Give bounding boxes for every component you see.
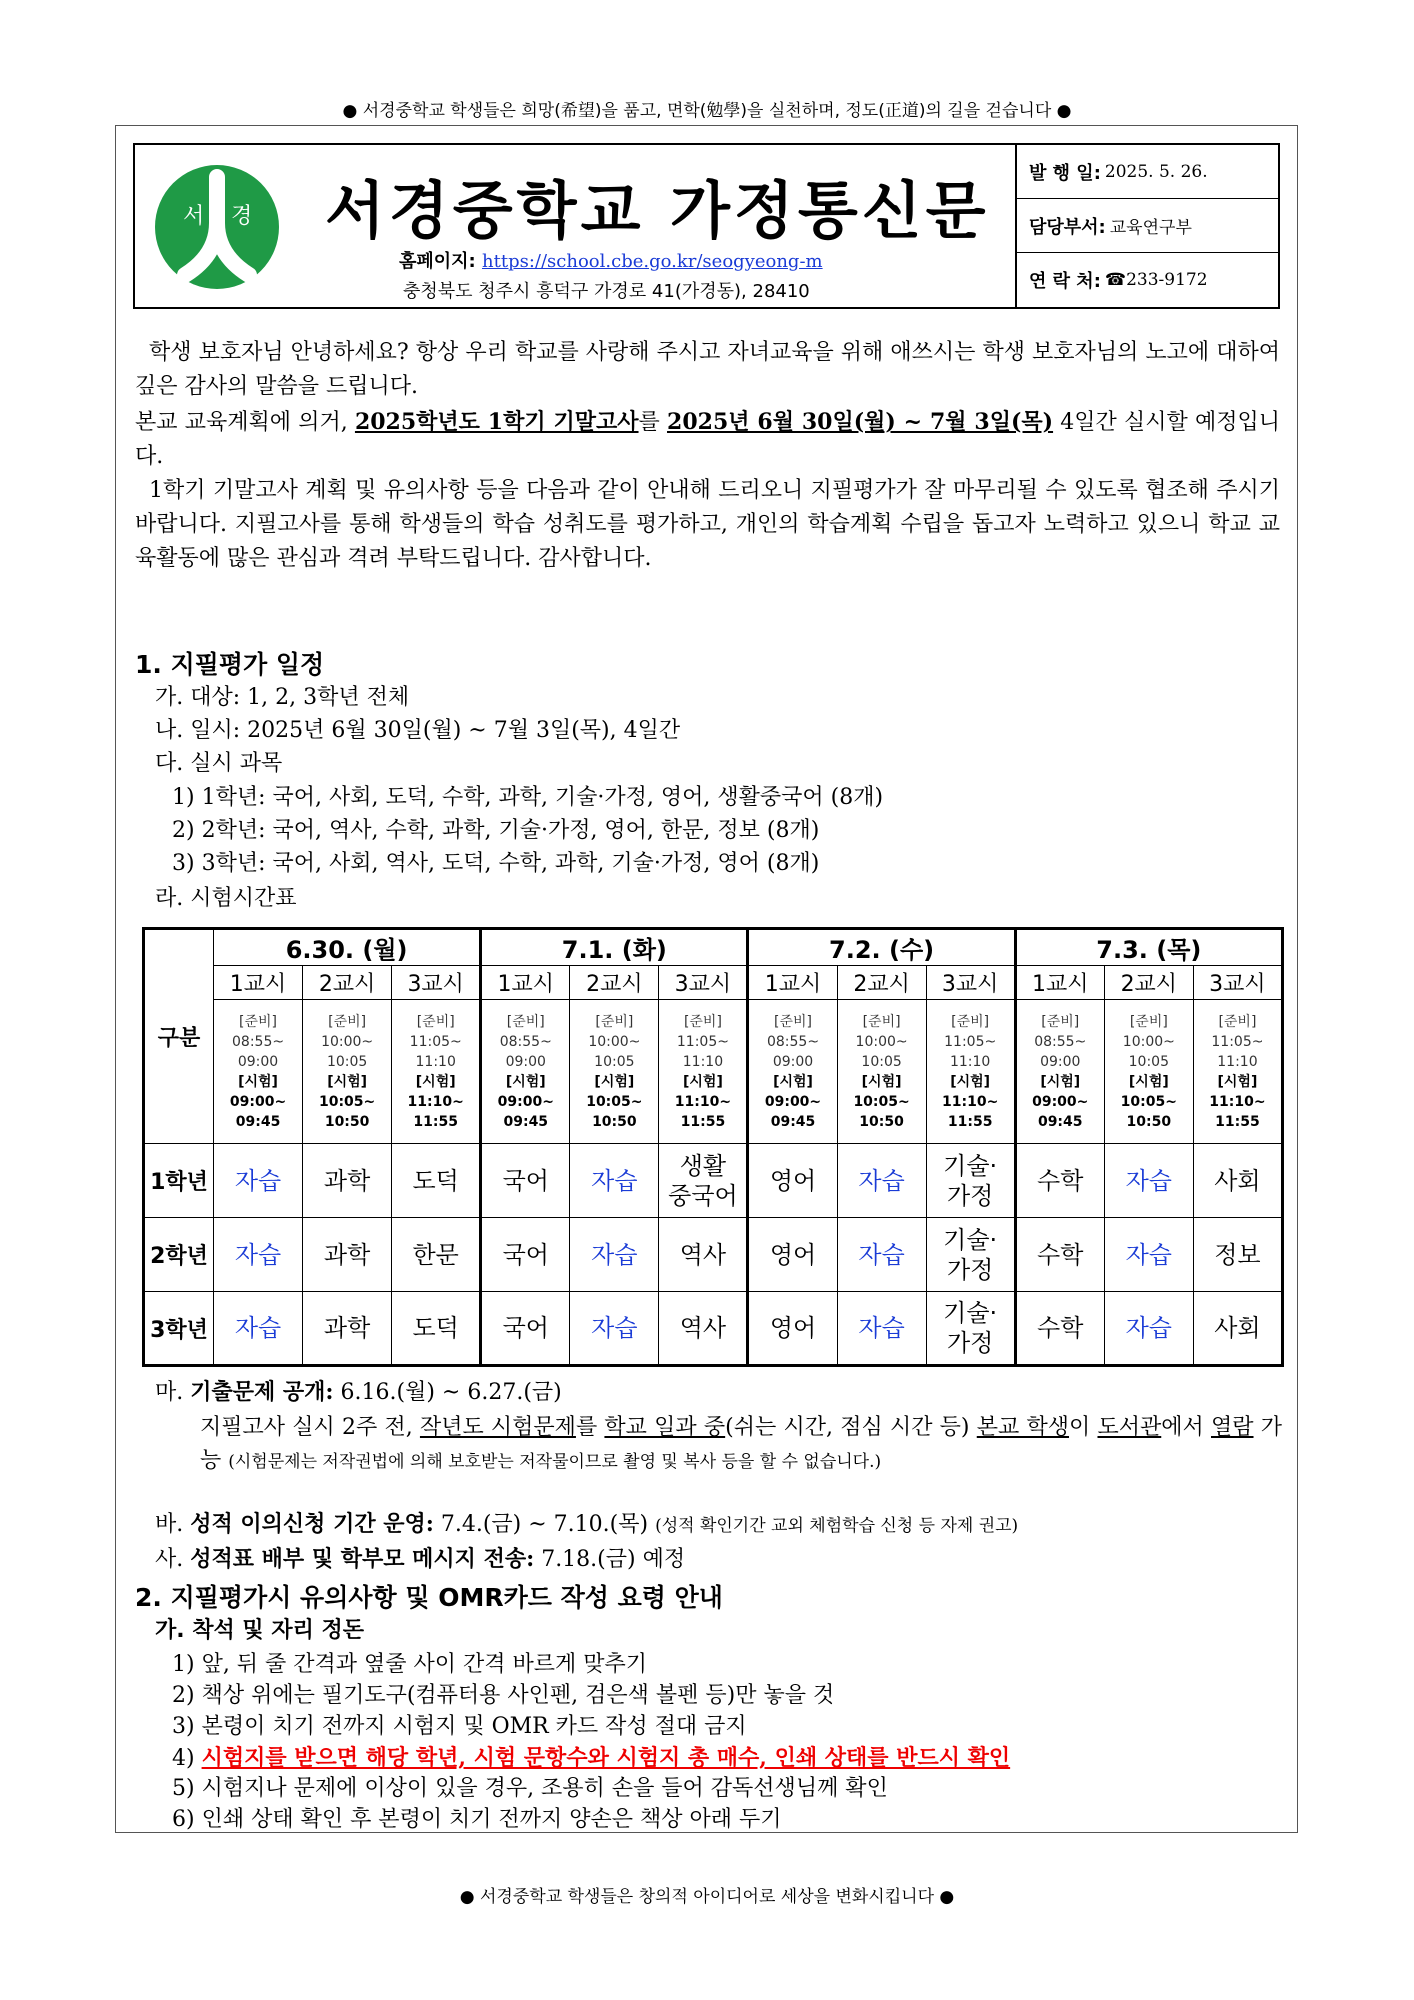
exam-label: [시험] bbox=[950, 1073, 991, 1090]
sec2-item-6: 6) 인쇄 상태 확인 후 본령이 치기 전까지 양손은 책상 아래 두기 bbox=[172, 1807, 782, 1832]
ma-label: 마. bbox=[155, 1380, 191, 1405]
exam-label: [시험] bbox=[327, 1073, 368, 1090]
exam-time: 11:10~ 11:55 bbox=[942, 1093, 999, 1130]
logo-char-left: 서 bbox=[183, 204, 205, 229]
exam-time: 09:00~ 09:45 bbox=[497, 1093, 554, 1130]
period-time-cell bbox=[392, 1000, 481, 1144]
period-time-cell bbox=[926, 1000, 1015, 1144]
issue-date-label: 발 행 일: bbox=[1029, 162, 1101, 184]
subject-cell: 도덕 bbox=[392, 1292, 481, 1366]
period-time-cell bbox=[303, 1000, 392, 1144]
subject-cell: 국어 bbox=[481, 1144, 570, 1218]
subject-cell: 수학 bbox=[1015, 1292, 1104, 1366]
newsletter-header bbox=[133, 143, 1280, 309]
homepage-line bbox=[399, 247, 823, 273]
period-header: 2교시 bbox=[303, 966, 392, 1000]
period-time-cell bbox=[837, 1000, 926, 1144]
ma-d3: 를 bbox=[575, 1415, 605, 1440]
period-header: 3교시 bbox=[926, 966, 1015, 1000]
subject-cell: 국어 bbox=[481, 1292, 570, 1366]
subject-cell: 영어 bbox=[748, 1144, 837, 1218]
ba-bold: 성적 이의신청 기간 운영: bbox=[190, 1511, 434, 1537]
sec2-item-4 bbox=[172, 1743, 1010, 1774]
motto-top: ● 서경중학교 학생들은 희망(希望)을 품고, 면학(勉學)을 실천하며, 정도(正道)의 길을 걷습니다 ● bbox=[342, 101, 1072, 121]
subject-cell: 기술· 가정 bbox=[926, 1292, 1015, 1366]
self-study-cell: 자습 bbox=[1104, 1144, 1193, 1218]
self-study-cell: 자습 bbox=[837, 1144, 926, 1218]
self-study-cell: 자습 bbox=[570, 1292, 659, 1366]
period-time-cell bbox=[1104, 1000, 1193, 1144]
day-header: 7.3. (목) bbox=[1015, 929, 1282, 966]
sec1-subjects-heading: 다. 실시 과목 bbox=[155, 751, 283, 776]
prep-label: [준비] bbox=[1218, 1013, 1257, 1030]
subject-cell: 과학 bbox=[303, 1218, 392, 1292]
ma-d11: 가능 bbox=[200, 1415, 1282, 1473]
subject-cell: 수학 bbox=[1015, 1144, 1104, 1218]
page-title: 서경중학교 가정통신문 bbox=[325, 174, 990, 247]
exam-label: [시험] bbox=[1040, 1073, 1081, 1090]
prep-time: 08:55~ 09:00 bbox=[1034, 1033, 1087, 1070]
grade-label: 3학년 bbox=[144, 1292, 214, 1366]
subject-cell: 과학 bbox=[303, 1144, 392, 1218]
exam-label: [시험] bbox=[861, 1073, 902, 1090]
period-header: 3교시 bbox=[659, 966, 748, 1000]
subject-cell: 역사 bbox=[659, 1292, 748, 1366]
ma-d9: 에서 bbox=[1161, 1415, 1211, 1440]
school-logo-icon bbox=[153, 163, 281, 291]
day-header: 6.30. (월) bbox=[214, 929, 481, 966]
period-time-cell bbox=[481, 1000, 570, 1144]
sec1-ba bbox=[155, 1509, 1018, 1541]
timetable-period-row bbox=[144, 966, 1283, 1000]
sec2-item-1: 1) 앞, 뒤 줄 간격과 옆줄 사이 간격 바르게 맞추기 bbox=[172, 1652, 648, 1677]
prep-label: [준비] bbox=[951, 1013, 990, 1030]
prep-time: 11:05~ 11:10 bbox=[676, 1033, 729, 1070]
prep-label: [준비] bbox=[774, 1013, 812, 1030]
department-value: 교육연구부 bbox=[1109, 218, 1192, 238]
subject-cell: 사회 bbox=[1193, 1292, 1282, 1366]
exam-time: 09:00~ 09:45 bbox=[764, 1093, 822, 1130]
exam-dates: 2025년 6월 30일(월) ~ 7월 3일(목) bbox=[667, 409, 1054, 435]
period-time-cell bbox=[748, 1000, 837, 1144]
issue-date-row bbox=[1017, 145, 1280, 199]
subject-cell: 역사 bbox=[659, 1218, 748, 1292]
sec2-seating-heading: 가. 착석 및 자리 정돈 bbox=[155, 1618, 365, 1643]
grade3-subjects: 3) 3학년: 국어, 사회, 역사, 도덕, 수학, 과학, 기술·가정, 영어 (8개) bbox=[172, 851, 820, 876]
ma-d8: 도서관 bbox=[1097, 1415, 1162, 1440]
motto-bottom: ● 서경중학교 학생들은 창의적 아이디어로 세상을 변화시킵니다 ● bbox=[459, 1887, 955, 1907]
section-1-title: 1. 지필평가 일정 bbox=[135, 650, 325, 679]
period-header: 1교시 bbox=[481, 966, 570, 1000]
period-time-cell bbox=[570, 1000, 659, 1144]
sec2-item-3: 3) 본령이 치기 전까지 시험지 및 OMR 카드 작성 절대 금지 bbox=[172, 1714, 747, 1739]
day-header: 7.2. (수) bbox=[748, 929, 1015, 966]
exam-time: 10:05~ 10:50 bbox=[1120, 1093, 1177, 1130]
department-label: 담당부서: bbox=[1029, 216, 1106, 238]
subject-cell: 도덕 bbox=[392, 1144, 481, 1218]
subject-cell: 영어 bbox=[748, 1218, 837, 1292]
period-header: 1교시 bbox=[214, 966, 303, 1000]
exam-label: [시험] bbox=[594, 1073, 635, 1090]
row-header: 구분 bbox=[144, 929, 214, 1144]
department-row bbox=[1017, 199, 1280, 253]
contact-label: 연 락 처: bbox=[1029, 271, 1101, 292]
prep-time: 11:05~ 11:10 bbox=[409, 1033, 462, 1070]
prep-time: 10:00~ 10:05 bbox=[1122, 1033, 1175, 1070]
period-header: 3교시 bbox=[1193, 966, 1282, 1000]
period-header: 1교시 bbox=[748, 966, 837, 1000]
self-study-cell: 자습 bbox=[214, 1292, 303, 1366]
prep-time: 11:05~ 11:10 bbox=[1211, 1033, 1264, 1070]
intro-paragraph-1: 학생 보호자님 안녕하세요? 항상 우리 학교를 사랑해 주시고 자녀교육을 위해 애쓰시는 학생 보호자님의 노고에 대하여 깊은 감사의 말씀을 드립니다. bbox=[135, 340, 1280, 399]
exam-label: [시험] bbox=[505, 1073, 546, 1090]
self-study-cell: 자습 bbox=[570, 1144, 659, 1218]
period-header: 2교시 bbox=[1104, 966, 1193, 1000]
intro-paragraph-2 bbox=[135, 405, 1280, 474]
grade-label: 2학년 bbox=[144, 1218, 214, 1292]
intro-p2-c: 를 bbox=[638, 410, 668, 435]
subject-cell: 한문 bbox=[392, 1218, 481, 1292]
school-address: 충청북도 청주시 흥덕구 가경로 41(가경동), 28410 bbox=[403, 281, 810, 302]
subject-cell: 영어 bbox=[748, 1292, 837, 1366]
prep-label: [준비] bbox=[1129, 1013, 1168, 1030]
period-header: 2교시 bbox=[570, 966, 659, 1000]
sec1-sa bbox=[155, 1544, 685, 1575]
grade-row bbox=[144, 1292, 1283, 1366]
period-time-cell bbox=[659, 1000, 748, 1144]
self-study-cell: 자습 bbox=[837, 1292, 926, 1366]
ma-d10: 열람 bbox=[1211, 1415, 1254, 1440]
subject-cell: 정보 bbox=[1193, 1218, 1282, 1292]
period-time-cell bbox=[1193, 1000, 1282, 1144]
prep-label: [준비] bbox=[1041, 1013, 1080, 1030]
exam-time: 10:05~ 10:50 bbox=[853, 1093, 910, 1130]
exam-label: [시험] bbox=[238, 1073, 278, 1090]
self-study-cell: 자습 bbox=[1104, 1292, 1193, 1366]
sec2-item-2: 2) 책상 위에는 필기도구(컴퓨터용 사인펜, 검은색 볼펜 등)만 놓을 것 bbox=[172, 1683, 835, 1708]
ma-d5: (쉬는 시간, 점심 시간 등) bbox=[725, 1415, 977, 1440]
sa-rest: 7.18.(금) 예정 bbox=[534, 1547, 686, 1572]
exam-label: [시험] bbox=[683, 1073, 723, 1090]
grade1-subjects: 1) 1학년: 국어, 사회, 도덕, 수학, 과학, 기술·가정, 영어, 생활중국어 (8개) bbox=[172, 785, 884, 810]
grade2-subjects: 2) 2학년: 국어, 역사, 수학, 과학, 기술·가정, 영어, 한문, 정보 (8개) bbox=[172, 818, 820, 843]
prep-label: [준비] bbox=[683, 1013, 722, 1030]
prep-time: 10:00~ 10:05 bbox=[321, 1033, 374, 1070]
sa-bold: 성적표 배부 및 학부모 메시지 전송: bbox=[190, 1546, 535, 1572]
self-study-cell: 자습 bbox=[837, 1218, 926, 1292]
exam-label: [시험] bbox=[415, 1073, 456, 1090]
self-study-cell: 자습 bbox=[214, 1144, 303, 1218]
prep-label: [준비] bbox=[416, 1013, 455, 1030]
prep-time: 11:05~ 11:10 bbox=[944, 1033, 997, 1070]
prep-label: [준비] bbox=[862, 1013, 901, 1030]
grade-row bbox=[144, 1144, 1283, 1218]
ma-detail bbox=[200, 1411, 1282, 1479]
exam-label: [시험] bbox=[773, 1073, 813, 1090]
exam-time: 09:00~ 09:45 bbox=[229, 1093, 287, 1130]
day-header: 7.1. (화) bbox=[481, 929, 748, 966]
subject-cell: 사회 bbox=[1193, 1144, 1282, 1218]
prep-label: [준비] bbox=[595, 1013, 634, 1030]
grade-row bbox=[144, 1218, 1283, 1292]
prep-time: 08:55~ 09:00 bbox=[232, 1033, 285, 1070]
sec1-target: 가. 대상: 1, 2, 3학년 전체 bbox=[155, 685, 410, 710]
prep-time: 10:00~ 10:05 bbox=[588, 1033, 641, 1070]
logo-char-right: 경 bbox=[231, 204, 253, 229]
ma-bold: 기출문제 공개: bbox=[190, 1379, 334, 1405]
ba-label: 바. bbox=[155, 1512, 191, 1537]
sec1-date: 나. 일시: 2025년 6월 30일(월) ~ 7월 3일(목), 4일간 bbox=[155, 718, 681, 743]
subject-cell: 과학 bbox=[303, 1292, 392, 1366]
intro-p2-a: 본교 교육계획에 의거, bbox=[135, 410, 355, 435]
sec2-item-4-num: 4) bbox=[172, 1746, 202, 1771]
sec2-item-5: 5) 시험지나 문제에 이상이 있을 경우, 조용히 손을 들어 감독선생님께 확인 bbox=[172, 1776, 888, 1801]
exam-time: 09:00~ 09:45 bbox=[1032, 1093, 1089, 1130]
self-study-cell: 자습 bbox=[214, 1218, 303, 1292]
period-header: 3교시 bbox=[392, 966, 481, 1000]
exam-time: 11:10~ 11:55 bbox=[1209, 1093, 1266, 1130]
section-2-title: 2. 지필평가시 유의사항 및 OMR카드 작성 요령 안내 bbox=[135, 1583, 723, 1612]
prep-label: [준비] bbox=[506, 1013, 545, 1030]
period-header: 1교시 bbox=[1015, 966, 1104, 1000]
ma-d1: 지필고사 실시 2주 전, bbox=[200, 1415, 420, 1440]
subject-cell: 생활 중국어 bbox=[659, 1144, 748, 1218]
sec2-item-4-text: 시험지를 받으면 해당 학년, 시험 문항수와 시험지 총 매수, 인쇄 상태를 반드시 확인 bbox=[201, 1745, 1011, 1771]
issue-date-value: 2025. 5. 26. bbox=[1104, 161, 1208, 182]
homepage-label: 홈페이지: bbox=[399, 251, 483, 272]
ma-note: (시험문제는 저작권법에 의해 보호받는 저작물이므로 촬영 및 복사 등을 할 수 없습니다.) bbox=[228, 1452, 882, 1472]
homepage-link[interactable]: https://school.cbe.go.kr/seogyeong-m bbox=[482, 251, 823, 272]
grade-label: 1학년 bbox=[144, 1144, 214, 1218]
prep-label: [준비] bbox=[328, 1013, 367, 1030]
exam-timetable bbox=[142, 927, 1284, 1367]
contact-value: ☎233-9172 bbox=[1104, 270, 1208, 290]
intro-paragraph-3: 1학기 기말고사 계획 및 유의사항 등을 다음과 같이 안내해 드리오니 지필평가가 잘 마무리될 수 있도록 협조해 주시기 바랍니다. 지필고사를 통해 학생들의 학습 성취도를 평가하고, 개인의 학습계획 수립을 돕고자 노력하고 있으니 학교 교육활동에 많은 관심과 격려 부탁드립니다. 감사합니다. bbox=[135, 478, 1280, 571]
subject-cell: 기술· 가정 bbox=[926, 1144, 1015, 1218]
prep-time: 08:55~ 09:00 bbox=[499, 1033, 552, 1070]
ba-rest: 7.4.(금) ~ 7.10.(목) bbox=[433, 1512, 656, 1537]
ma-d2: 작년도 시험문제 bbox=[419, 1415, 576, 1440]
exam-time: 11:10~ 11:55 bbox=[674, 1093, 732, 1130]
exam-label: [시험] bbox=[1128, 1073, 1169, 1090]
sec1-ma bbox=[155, 1377, 562, 1408]
ma-d6: 본교 학생 bbox=[976, 1415, 1069, 1440]
timetable-day-row bbox=[144, 929, 1283, 966]
exam-time: 10:05~ 10:50 bbox=[318, 1093, 376, 1130]
prep-time: 10:00~ 10:05 bbox=[855, 1033, 908, 1070]
header-info-box bbox=[1015, 145, 1280, 307]
period-time-cell bbox=[214, 1000, 303, 1144]
prep-label: [준비] bbox=[239, 1013, 278, 1030]
exam-time: 11:10~ 11:55 bbox=[407, 1093, 464, 1130]
self-study-cell: 자습 bbox=[570, 1218, 659, 1292]
ba-note: (성적 확인기간 교외 체험학습 신청 등 자제 권고) bbox=[655, 1516, 1019, 1536]
exam-time: 10:05~ 10:50 bbox=[586, 1093, 643, 1130]
ma-rest: 6.16.(월) ~ 6.27.(금) bbox=[333, 1380, 562, 1405]
exam-name: 2025학년도 1학기 기말고사 bbox=[354, 409, 639, 435]
period-header: 2교시 bbox=[837, 966, 926, 1000]
exam-label: [시험] bbox=[1217, 1073, 1258, 1090]
contact-row bbox=[1017, 253, 1280, 307]
intro-p2-e: 4일간 실시할 예정입니다. bbox=[135, 410, 1280, 469]
subject-cell: 기술· 가정 bbox=[926, 1218, 1015, 1292]
timetable-heading: 라. 시험시간표 bbox=[155, 886, 297, 911]
timetable-time-row bbox=[144, 1000, 1283, 1144]
period-time-cell bbox=[1015, 1000, 1104, 1144]
self-study-cell: 자습 bbox=[1104, 1218, 1193, 1292]
prep-time: 08:55~ 09:00 bbox=[766, 1033, 820, 1070]
header-title-area bbox=[135, 145, 1015, 307]
ma-d7: 이 bbox=[1069, 1415, 1098, 1440]
subject-cell: 국어 bbox=[481, 1218, 570, 1292]
subject-cell: 수학 bbox=[1015, 1218, 1104, 1292]
ma-d4: 학교 일과 중 bbox=[604, 1415, 726, 1440]
sa-label: 사. bbox=[155, 1547, 191, 1572]
